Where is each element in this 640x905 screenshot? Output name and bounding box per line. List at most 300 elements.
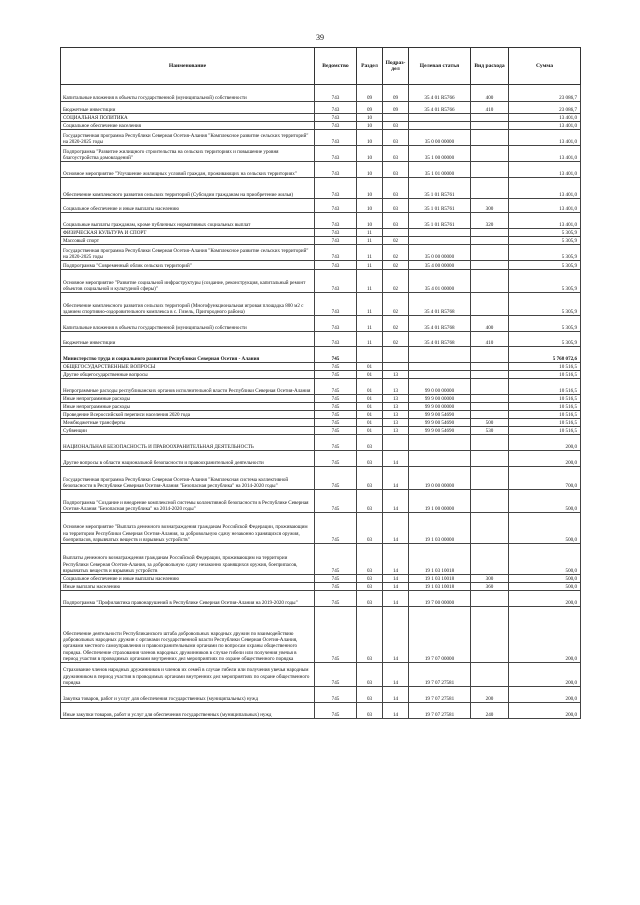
table-row bbox=[61, 379, 581, 395]
cell-vid: 320 bbox=[471, 213, 509, 229]
cell-ved: 745 bbox=[315, 451, 357, 467]
table-row bbox=[61, 663, 581, 687]
cell-vid: 410 bbox=[471, 102, 509, 114]
table-row bbox=[61, 411, 581, 419]
table-row bbox=[61, 583, 581, 591]
cell-vid: 500 bbox=[471, 419, 509, 427]
cell-summa: 5 768 072,6 bbox=[509, 347, 581, 363]
cell-podrazdel bbox=[383, 435, 409, 451]
cell-summa: 13 401,0 bbox=[509, 162, 581, 178]
cell-name: Подпрограмма "Современный облик сельских территорий" bbox=[61, 261, 315, 270]
cell-vid bbox=[471, 178, 509, 199]
table-row bbox=[61, 467, 581, 490]
cell-podrazdel bbox=[383, 363, 409, 371]
cell-vid bbox=[471, 663, 509, 687]
cell-podrazdel: 02 bbox=[383, 237, 409, 245]
cell-razdel: 11 bbox=[357, 229, 383, 237]
cell-celevaya: 19 1 03 10018 bbox=[409, 575, 471, 583]
cell-vid bbox=[471, 490, 509, 513]
cell-podrazdel: 14 bbox=[383, 583, 409, 591]
cell-celevaya: 35 4 01 R5768 bbox=[409, 332, 471, 347]
cell-celevaya bbox=[409, 435, 471, 451]
cell-ved: 743 bbox=[315, 293, 357, 316]
cell-name: Социальное обеспечение и иные выплаты населению bbox=[61, 575, 315, 583]
cell-razdel: 03 bbox=[357, 435, 383, 451]
cell-summa: 13 401,0 bbox=[509, 122, 581, 130]
cell-razdel: 03 bbox=[357, 451, 383, 467]
table-row bbox=[61, 490, 581, 513]
cell-razdel: 03 bbox=[357, 687, 383, 703]
cell-ved: 745 bbox=[315, 363, 357, 371]
cell-ved: 743 bbox=[315, 199, 357, 213]
cell-celevaya: 19 7 07 27581 bbox=[409, 687, 471, 703]
cell-summa: 500,0 bbox=[509, 575, 581, 583]
cell-summa: 5 305,9 bbox=[509, 332, 581, 347]
cell-razdel: 09 bbox=[357, 85, 383, 102]
cell-name: Министерство труда и социального развития Республики Северная Осетия - Алания bbox=[61, 347, 315, 363]
cell-celevaya: 99 0 00 00000 bbox=[409, 379, 471, 395]
cell-name: Проведение Всероссийской переписи населения 2020 года bbox=[61, 411, 315, 419]
header-razdel: Раздел bbox=[357, 48, 383, 85]
cell-summa: 200,0 bbox=[509, 607, 581, 663]
cell-celevaya: 99 9 00 54690 bbox=[409, 427, 471, 435]
cell-razdel: 10 bbox=[357, 114, 383, 122]
cell-ved: 743 bbox=[315, 162, 357, 178]
cell-podrazdel: 03 bbox=[383, 162, 409, 178]
header-vid: Вид расхода bbox=[471, 48, 509, 85]
cell-name: Иные закупки товаров, работ и услуг для обеспечения государственных (муниципальных) нужд bbox=[61, 703, 315, 719]
cell-podrazdel: 13 bbox=[383, 411, 409, 419]
cell-vid bbox=[471, 237, 509, 245]
cell-ved: 743 bbox=[315, 85, 357, 102]
cell-vid: 400 bbox=[471, 316, 509, 332]
cell-vid bbox=[471, 347, 509, 363]
cell-celevaya: 35 1 01 R5761 bbox=[409, 199, 471, 213]
cell-name: Субвенции bbox=[61, 427, 315, 435]
cell-name: Подпрограмма "Развитие жилищного строительства на сельских территориях и повышение уровня благоустройства домовладений" bbox=[61, 146, 315, 162]
table-row bbox=[61, 293, 581, 316]
cell-name: Подпрограмма "Профилактика правонарушений в Республике Северная Осетия-Алания на 2019-2020 годы" bbox=[61, 591, 315, 607]
table-row bbox=[61, 544, 581, 575]
header-ved: Ведомство bbox=[315, 48, 357, 85]
cell-ved: 743 bbox=[315, 122, 357, 130]
cell-celevaya: 35 0 00 00000 bbox=[409, 245, 471, 261]
cell-ved: 745 bbox=[315, 371, 357, 379]
cell-summa: 10 516,5 bbox=[509, 427, 581, 435]
cell-razdel: 10 bbox=[357, 213, 383, 229]
cell-podrazdel bbox=[383, 347, 409, 363]
cell-ved: 743 bbox=[315, 332, 357, 347]
cell-vid bbox=[471, 435, 509, 451]
cell-razdel: 01 bbox=[357, 403, 383, 411]
cell-celevaya: 35 4 01 00000 bbox=[409, 270, 471, 293]
cell-ved: 743 bbox=[315, 114, 357, 122]
cell-ved: 743 bbox=[315, 316, 357, 332]
cell-summa: 200,0 bbox=[509, 703, 581, 719]
cell-celevaya: 99 9 00 54690 bbox=[409, 411, 471, 419]
cell-vid: 240 bbox=[471, 703, 509, 719]
cell-ved: 745 bbox=[315, 467, 357, 490]
page-number: 39 bbox=[316, 33, 324, 42]
cell-razdel: 10 bbox=[357, 130, 383, 146]
cell-summa: 13 401,0 bbox=[509, 178, 581, 199]
cell-summa: 10 516,5 bbox=[509, 371, 581, 379]
cell-celevaya: 35 4 00 00000 bbox=[409, 261, 471, 270]
cell-vid bbox=[471, 130, 509, 146]
cell-podrazdel: 03 bbox=[383, 178, 409, 199]
cell-name: Непрограммные расходы республиканских органов исполнительной власти Республики Северная Осетия-Алания bbox=[61, 379, 315, 395]
table-row bbox=[61, 607, 581, 663]
cell-razdel: 03 bbox=[357, 607, 383, 663]
cell-podrazdel: 13 bbox=[383, 395, 409, 403]
cell-name: Страхование членов народных дружинников и членов их семей в случае гибели или получения увечья народным дружинником в период участия в проводимых органами внутренних дел мероприятиях по охране общественного порядка bbox=[61, 663, 315, 687]
cell-celevaya: 35 4 01 R5766 bbox=[409, 85, 471, 102]
table-row bbox=[61, 316, 581, 332]
cell-name: Подпрограмма "Создание и внедрение комплексной системы коллективной безопасности в Республике Северная Осетия-Алания "Безопасная республика" на 2014-2020 годы" bbox=[61, 490, 315, 513]
cell-ved: 743 bbox=[315, 261, 357, 270]
cell-podrazdel: 03 bbox=[383, 199, 409, 213]
cell-name: СОЦИАЛЬНАЯ ПОЛИТИКА bbox=[61, 114, 315, 122]
cell-ved: 745 bbox=[315, 395, 357, 403]
cell-vid bbox=[471, 146, 509, 162]
cell-name: Другие общегосударственные вопросы bbox=[61, 371, 315, 379]
cell-razdel: 10 bbox=[357, 199, 383, 213]
cell-ved: 745 bbox=[315, 513, 357, 544]
cell-ved: 745 bbox=[315, 575, 357, 583]
cell-vid bbox=[471, 379, 509, 395]
cell-razdel: 10 bbox=[357, 162, 383, 178]
table-row bbox=[61, 575, 581, 583]
cell-podrazdel: 02 bbox=[383, 261, 409, 270]
cell-ved: 745 bbox=[315, 403, 357, 411]
cell-ved: 745 bbox=[315, 703, 357, 719]
table-row bbox=[61, 229, 581, 237]
cell-podrazdel: 02 bbox=[383, 293, 409, 316]
cell-celevaya bbox=[409, 371, 471, 379]
cell-summa: 200,0 bbox=[509, 451, 581, 467]
cell-name: Обеспечение деятельности Республиканского штаба добровольных народных дружин по взаимодействию добровольных народных дружин с органами государственной власти Республики Северная Осетия-Алания, органами местного самоуправления и правоохранительными органами по вопросам охраны общественного порядка. Обеспечение страхования членов народных дружинников в случае гибели или получения увечья в период участия в проводимых органами внутренних дел мероприятиях по охране общественного порядка bbox=[61, 607, 315, 663]
cell-podrazdel bbox=[383, 229, 409, 237]
header-summa: Сумма bbox=[509, 48, 581, 85]
table-row bbox=[61, 114, 581, 122]
cell-summa: 200,0 bbox=[509, 435, 581, 451]
cell-razdel: 03 bbox=[357, 544, 383, 575]
cell-razdel: 01 bbox=[357, 363, 383, 371]
cell-celevaya: 19 7 07 00000 bbox=[409, 607, 471, 663]
cell-ved: 743 bbox=[315, 146, 357, 162]
cell-name: Государственная программа Республики Северная Осетия-Алания "Комплексное развитие сельских территорий" на 2020-2025 годы bbox=[61, 245, 315, 261]
cell-name: Бюджетные инвестиции bbox=[61, 102, 315, 114]
cell-name: Иные непрограммные расходы bbox=[61, 403, 315, 411]
cell-podrazdel: 14 bbox=[383, 544, 409, 575]
cell-name: Социальное обеспечение и иные выплаты населению bbox=[61, 199, 315, 213]
cell-razdel: 03 bbox=[357, 663, 383, 687]
cell-celevaya bbox=[409, 229, 471, 237]
cell-podrazdel: 14 bbox=[383, 513, 409, 544]
cell-podrazdel: 02 bbox=[383, 316, 409, 332]
table-row bbox=[61, 245, 581, 261]
cell-razdel: 03 bbox=[357, 591, 383, 607]
cell-podrazdel: 14 bbox=[383, 467, 409, 490]
cell-podrazdel: 13 bbox=[383, 403, 409, 411]
cell-ved: 743 bbox=[315, 102, 357, 114]
cell-razdel: 09 bbox=[357, 102, 383, 114]
cell-name: Закупка товаров, работ и услуг для обеспечения государственных (муниципальных) нужд bbox=[61, 687, 315, 703]
cell-podrazdel: 14 bbox=[383, 607, 409, 663]
cell-ved: 743 bbox=[315, 245, 357, 261]
cell-podrazdel: 03 bbox=[383, 122, 409, 130]
table-row bbox=[61, 363, 581, 371]
cell-razdel: 11 bbox=[357, 261, 383, 270]
cell-vid bbox=[471, 403, 509, 411]
cell-name: Социальные выплаты гражданам, кроме публичных нормативных социальных выплат bbox=[61, 213, 315, 229]
cell-vid: 400 bbox=[471, 85, 509, 102]
cell-name: ФИЗИЧЕСКАЯ КУЛЬТУРА И СПОРТ bbox=[61, 229, 315, 237]
cell-name: Основное мероприятие "Улучшение жилищных условий граждан, проживающих на сельских территориях" bbox=[61, 162, 315, 178]
cell-vid bbox=[471, 162, 509, 178]
cell-podrazdel: 09 bbox=[383, 85, 409, 102]
cell-vid bbox=[471, 245, 509, 261]
cell-summa: 5 305,9 bbox=[509, 229, 581, 237]
cell-razdel: 11 bbox=[357, 316, 383, 332]
cell-podrazdel: 13 bbox=[383, 419, 409, 427]
cell-vid bbox=[471, 261, 509, 270]
cell-celevaya bbox=[409, 114, 471, 122]
cell-celevaya bbox=[409, 363, 471, 371]
cell-name: Обеспечение комплексного развития сельских территорий (Субсидии гражданам на приобретение жилья) bbox=[61, 178, 315, 199]
cell-celevaya: 35 1 01 00000 bbox=[409, 162, 471, 178]
cell-ved: 743 bbox=[315, 178, 357, 199]
cell-summa: 23 086,7 bbox=[509, 102, 581, 114]
cell-razdel bbox=[357, 347, 383, 363]
cell-vid bbox=[471, 270, 509, 293]
table-row bbox=[61, 213, 581, 229]
cell-podrazdel: 14 bbox=[383, 703, 409, 719]
cell-ved: 745 bbox=[315, 347, 357, 363]
table-row bbox=[61, 403, 581, 411]
cell-razdel: 01 bbox=[357, 395, 383, 403]
cell-razdel: 01 bbox=[357, 419, 383, 427]
cell-vid bbox=[471, 451, 509, 467]
cell-name: Выплаты денежного вознаграждения гражданам Российской Федерации, проживающим на территории Республики Северная Осетия-Алания, за добровольную сдачу незаконно хранящихся оружия, боеприпасов, взрывчатых веществ и взрывных устройств bbox=[61, 544, 315, 575]
cell-ved: 745 bbox=[315, 419, 357, 427]
cell-vid: 530 bbox=[471, 427, 509, 435]
cell-razdel: 10 bbox=[357, 122, 383, 130]
cell-podrazdel: 13 bbox=[383, 371, 409, 379]
cell-vid: 300 bbox=[471, 199, 509, 213]
cell-celevaya: 19 7 00 00000 bbox=[409, 591, 471, 607]
cell-vid bbox=[471, 607, 509, 663]
header-celevaya: Целевая статья bbox=[409, 48, 471, 85]
cell-name: Обеспечение комплексного развития сельских территорий (Многофункциональная игровая площадка 800 м2 с зданием спортивно-оздоровительного комплекса в с. Гизель, Пригородного района) bbox=[61, 293, 315, 316]
cell-celevaya: 19 7 07 27581 bbox=[409, 663, 471, 687]
cell-vid bbox=[471, 467, 509, 490]
cell-podrazdel: 02 bbox=[383, 332, 409, 347]
cell-razdel: 03 bbox=[357, 703, 383, 719]
cell-ved: 745 bbox=[315, 544, 357, 575]
cell-ved: 745 bbox=[315, 591, 357, 607]
cell-vid bbox=[471, 544, 509, 575]
cell-vid: 300 bbox=[471, 575, 509, 583]
cell-celevaya: 99 9 00 54690 bbox=[409, 419, 471, 427]
cell-name: Капитальные вложения в объекты государственной (муниципальной) собственности bbox=[61, 85, 315, 102]
table-row bbox=[61, 332, 581, 347]
cell-name: Иные выплаты населению bbox=[61, 583, 315, 591]
cell-ved: 745 bbox=[315, 687, 357, 703]
cell-razdel: 10 bbox=[357, 178, 383, 199]
cell-vid bbox=[471, 591, 509, 607]
budget-table bbox=[60, 47, 581, 719]
cell-razdel: 03 bbox=[357, 513, 383, 544]
cell-ved: 743 bbox=[315, 270, 357, 293]
cell-razdel: 01 bbox=[357, 427, 383, 435]
cell-celevaya bbox=[409, 237, 471, 245]
cell-summa: 10 516,5 bbox=[509, 411, 581, 419]
cell-ved: 745 bbox=[315, 490, 357, 513]
table-row bbox=[61, 178, 581, 199]
cell-vid bbox=[471, 513, 509, 544]
cell-podrazdel: 02 bbox=[383, 245, 409, 261]
cell-celevaya: 19 1 03 10018 bbox=[409, 583, 471, 591]
table-row bbox=[61, 237, 581, 245]
cell-celevaya: 19 1 03 00000 bbox=[409, 513, 471, 544]
table-row bbox=[61, 130, 581, 146]
cell-ved: 745 bbox=[315, 379, 357, 395]
cell-celevaya bbox=[409, 451, 471, 467]
cell-celevaya: 99 9 00 00000 bbox=[409, 395, 471, 403]
cell-ved: 745 bbox=[315, 583, 357, 591]
header-name: Наименование bbox=[61, 48, 315, 85]
cell-celevaya: 19 1 00 00000 bbox=[409, 490, 471, 513]
cell-summa: 700,0 bbox=[509, 467, 581, 490]
cell-summa: 10 516,5 bbox=[509, 363, 581, 371]
cell-celevaya: 35 1 01 R5761 bbox=[409, 213, 471, 229]
table-row bbox=[61, 591, 581, 607]
cell-celevaya bbox=[409, 122, 471, 130]
cell-summa: 13 401,0 bbox=[509, 199, 581, 213]
table-row bbox=[61, 102, 581, 114]
cell-summa: 500,0 bbox=[509, 490, 581, 513]
cell-razdel: 03 bbox=[357, 490, 383, 513]
cell-summa: 13 401,0 bbox=[509, 130, 581, 146]
cell-summa: 13 401,0 bbox=[509, 146, 581, 162]
cell-ved: 745 bbox=[315, 663, 357, 687]
table-header-row bbox=[61, 48, 581, 85]
cell-podrazdel: 14 bbox=[383, 490, 409, 513]
cell-vid: 200 bbox=[471, 687, 509, 703]
cell-podrazdel: 14 bbox=[383, 591, 409, 607]
table-row bbox=[61, 395, 581, 403]
cell-summa: 500,0 bbox=[509, 544, 581, 575]
cell-razdel: 11 bbox=[357, 237, 383, 245]
cell-vid bbox=[471, 122, 509, 130]
cell-summa: 5 305,9 bbox=[509, 270, 581, 293]
table-row bbox=[61, 703, 581, 719]
cell-summa: 5 305,9 bbox=[509, 261, 581, 270]
cell-celevaya: 35 0 00 00000 bbox=[409, 130, 471, 146]
cell-summa: 10 516,5 bbox=[509, 395, 581, 403]
cell-summa: 5 305,9 bbox=[509, 237, 581, 245]
cell-celevaya: 35 1 01 R5761 bbox=[409, 178, 471, 199]
cell-vid bbox=[471, 363, 509, 371]
cell-podrazdel: 03 bbox=[383, 213, 409, 229]
cell-razdel: 03 bbox=[357, 575, 383, 583]
cell-name: Другие вопросы в области национальной безопасности и правоохранительной деятельности bbox=[61, 451, 315, 467]
cell-name: ОБЩЕГОСУДАРСТВЕННЫЕ ВОПРОСЫ bbox=[61, 363, 315, 371]
cell-razdel: 01 bbox=[357, 411, 383, 419]
cell-vid bbox=[471, 411, 509, 419]
cell-ved: 743 bbox=[315, 213, 357, 229]
cell-summa: 500,0 bbox=[509, 583, 581, 591]
cell-podrazdel: 03 bbox=[383, 130, 409, 146]
cell-ved: 743 bbox=[315, 229, 357, 237]
cell-summa: 5 305,9 bbox=[509, 293, 581, 316]
table-row bbox=[61, 419, 581, 427]
cell-razdel: 01 bbox=[357, 371, 383, 379]
cell-vid bbox=[471, 114, 509, 122]
cell-name: Основное мероприятие "Развитие социальной инфраструктуры (создание, реконструкция, капитальный ремонт объектов социальной и культурной сферы)" bbox=[61, 270, 315, 293]
cell-name: Капитальные вложения в объекты государственной (муниципальной) собственности bbox=[61, 316, 315, 332]
cell-podrazdel bbox=[383, 114, 409, 122]
cell-name: Межбюджетные трансферты bbox=[61, 419, 315, 427]
cell-summa: 13 401,0 bbox=[509, 114, 581, 122]
cell-podrazdel: 09 bbox=[383, 102, 409, 114]
table-row bbox=[61, 347, 581, 363]
cell-vid: 360 bbox=[471, 583, 509, 591]
cell-celevaya: 19 0 00 00000 bbox=[409, 467, 471, 490]
cell-summa: 10 516,5 bbox=[509, 403, 581, 411]
cell-summa: 200,0 bbox=[509, 663, 581, 687]
cell-summa: 5 305,9 bbox=[509, 245, 581, 261]
cell-razdel: 03 bbox=[357, 583, 383, 591]
cell-ved: 745 bbox=[315, 435, 357, 451]
table-row bbox=[61, 427, 581, 435]
table-row bbox=[61, 122, 581, 130]
cell-vid bbox=[471, 395, 509, 403]
cell-podrazdel: 14 bbox=[383, 663, 409, 687]
cell-podrazdel: 03 bbox=[383, 146, 409, 162]
cell-vid bbox=[471, 293, 509, 316]
cell-summa: 5 305,9 bbox=[509, 316, 581, 332]
table-row bbox=[61, 513, 581, 544]
cell-celevaya: 19 1 03 10018 bbox=[409, 544, 471, 575]
cell-razdel: 03 bbox=[357, 467, 383, 490]
cell-name: Основное мероприятие "Выплата денежного вознаграждения гражданам Российской Федерации, проживающим на территории Республики Северная Осетия-Алания, за добровольную сдачу незаконно хранящихся оружия, боеприпасов, взрывчатых веществ и взрывных устройств" bbox=[61, 513, 315, 544]
cell-ved: 743 bbox=[315, 130, 357, 146]
cell-celevaya: 35 4 01 R5766 bbox=[409, 102, 471, 114]
table-row bbox=[61, 146, 581, 162]
cell-summa: 10 516,5 bbox=[509, 419, 581, 427]
cell-vid bbox=[471, 371, 509, 379]
cell-celevaya bbox=[409, 347, 471, 363]
table-row bbox=[61, 451, 581, 467]
cell-celevaya: 35 4 01 R5768 bbox=[409, 316, 471, 332]
cell-name: Массовый спорт bbox=[61, 237, 315, 245]
cell-ved: 745 bbox=[315, 427, 357, 435]
cell-vid bbox=[471, 229, 509, 237]
cell-celevaya: 19 7 07 27581 bbox=[409, 703, 471, 719]
cell-celevaya: 99 9 00 00000 bbox=[409, 403, 471, 411]
cell-celevaya: 35 4 01 R5768 bbox=[409, 293, 471, 316]
table-row bbox=[61, 199, 581, 213]
cell-name: Иные непрограммные расходы bbox=[61, 395, 315, 403]
cell-name: НАЦИОНАЛЬНАЯ БЕЗОПАСНОСТЬ И ПРАВООХРАНИТЕЛЬНАЯ ДЕЯТЕЛЬНОСТЬ bbox=[61, 435, 315, 451]
cell-ved: 743 bbox=[315, 237, 357, 245]
cell-summa: 500,0 bbox=[509, 513, 581, 544]
table-body bbox=[61, 85, 581, 719]
table-row bbox=[61, 435, 581, 451]
header-podrazdel: Подраз-дел bbox=[383, 48, 409, 85]
